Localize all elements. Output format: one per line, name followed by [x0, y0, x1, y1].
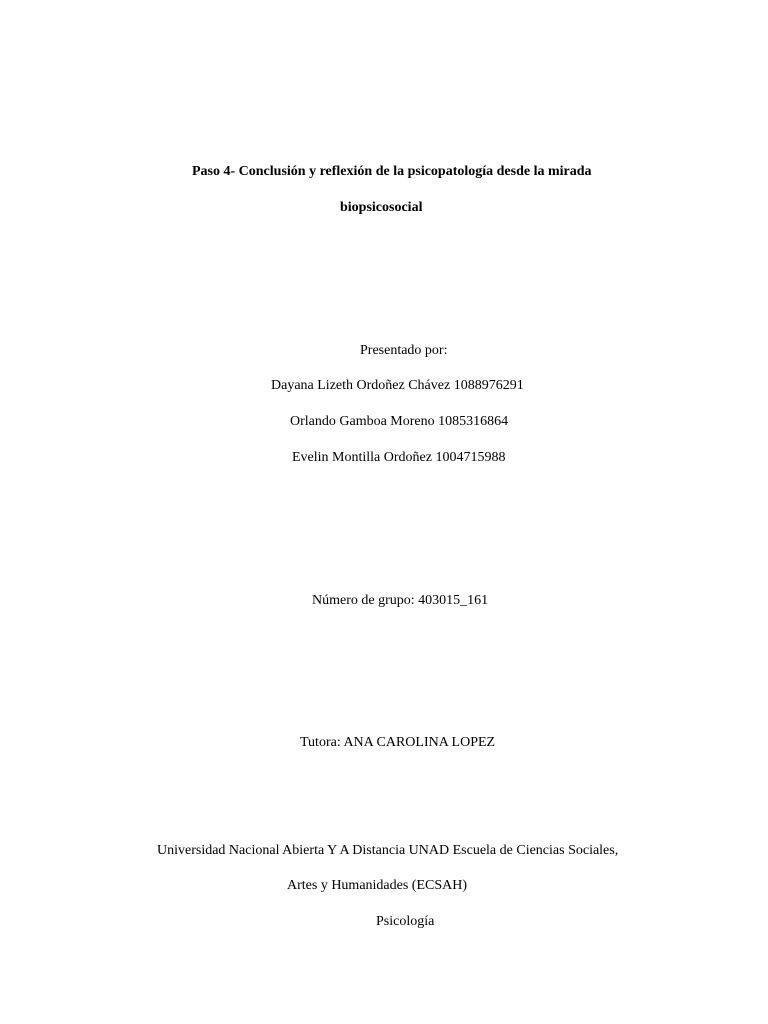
institution-line-2: Artes y Humanidades (ECSAH): [287, 878, 468, 893]
author-2: Orlando Gamboa Moreno 1085316864: [290, 414, 509, 429]
author-3: Evelin Montilla Ordoñez 1004715988: [292, 450, 506, 465]
program: Psicología: [376, 914, 435, 929]
institution-line-1: Universidad Nacional Abierta Y A Distancia UNAD Escuela de Ciencias Sociales,: [157, 843, 619, 858]
group-number: Número de grupo: 403015_161: [312, 593, 489, 608]
title-line-1: Paso 4- Conclusión y reflexión de la psicopatología desde la mirada: [192, 164, 592, 179]
presented-by-label: Presentado por:: [360, 343, 448, 358]
tutor: Tutora: ANA CAROLINA LOPEZ: [300, 735, 496, 750]
title-line-2: biopsicosocial: [340, 200, 423, 215]
author-1: Dayana Lizeth Ordoñez Chávez 1088976291: [271, 378, 524, 393]
